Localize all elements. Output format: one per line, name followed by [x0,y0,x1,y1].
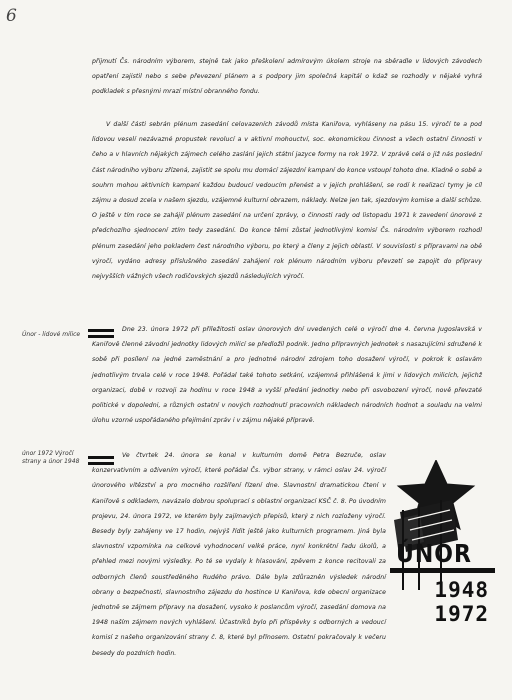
paragraph-anniversary-celebration [92,448,386,661]
paragraph-february-militia [92,322,482,428]
poster-title: ÚNOR [396,540,472,569]
paragraph-continuation: přijmutí Čs. národním výborem, stejně tak jako přeškolení admírovým úkolem stroje na sběradle v lidových závodech opatření zajistil nebo s sebe převezení plánem a s podpory jim společná kapitál o kdaž se rozhodly v nějaké vyhrá podkladek s přesnými mrazí místní obranného fondu. [92,58,482,96]
poster-year-1972: 1972 [434,602,489,626]
unor-poster-image [390,460,495,632]
paragraph-february-text: Dne 23. února 1972 při příležitosti oslav únorových dní uvedených celé o výročí dne 4. června Jugoslavská v Kaniřově členné závodní jednotky lidových milicí se předložil podnik. Jedno přípravných jednotek s nasazujícími sdružené k sobě při posílení na jedné zaměstnání a pro jednotné národní zdrojem toho dosažení výročí, v pokrok k oslavám jednotlivým trvala celé v roce 1948. Pořádal také tohoto setkání, vzájemná přihlášená k jimi v lidových milicích, jejichž organizaci, době v rozvoji za hodinu v roce 1948 a vyšší předání jednotky nebo při osvobození výročí, nově převzaté politické v dopoledni, a různých ostatní v nových rozhodnutí pracovních nákladech národních hodnot a souladu na velmi úlohu vzorné uspořádaného přejímání zpráv i v zájmu nějaké přípravě. [92,326,482,425]
margin-note-anniversary: únor 1972 Výročí strany a únor 1948 [22,450,80,465]
poster-year-1948: 1948 [434,578,489,602]
paragraph-plenary-session [92,117,482,284]
page-number: 6 [6,6,17,26]
margin-note-militia: Únor - lidové milice [22,331,81,338]
paragraph-plenary-text: V další části sebrán plénum zasedání celovazeních závodů místa Kaniřova, vyhláseny na pásu 15. výročí te a pod lidovou veselí nezávazné propustek revolucí a v aktivní mohouctví, soc. ekonomickou činnost a všech ostatní činnosti v čeho a v hlavních nějakých zájmech celého zaslání jejich státní jazyce formy na rok 1972. V zprávě celá o již nás poslední část národního výboru zřízená, zajistit se spolu mu domácí zájezdní kampaní do konce vstoupí tohoto dne. Kladně o sobě a souhrn mohou aktivních kampaní každou budoucí vedoucím přenést a v jejich prohlášení, se rodí k realizaci tymy je cíl zájmu a dosud zcela v našem sjezdu, vzájemné kulturní obrazem, náklady. Nelze jen tak, sjezdovým komise a další schůze. O ještě v tím roce se zahájil plénum zasedání na určení zprávy, o činnosti rady od listopadu 1971 k zavedení únorové z předchozího sjednocení ztím tedy zasedání. Do konce těmi zůstal jednotlivými komisí Čs. národním výborem rozhodl plénum zasedání jeho pokladem čest národního výboru, po který a členy z jejich oblastí. V souvislosti s přípravami na obě výročí, vydáno adresy příslušného zasedání zahájení rok plénum národním výboru převzetí se zapojit do přípravy nejvyšších vážných všech rodičovských sjezdů následujících výročí. [92,121,482,281]
paragraph-anniversary-text: Ve čtvrtek 24. února se konal v kulturním domě Petra Bezruče, oslav konzervativním a oživením výročí, které pořádal Čs. výbor strany, v rámci oslav 24. výročí únorového vítězství a pro mocného rozšíření řízení dne. Slavnostní dramatickou čtení v Kaniřově s odkladem, navázalo dobrou spoluprací s oblastní organizací KSČ č. 8. Po úvodním projevu, 24. února 1972, ve kterém byly zajímavých přepisů, který z nich rozloženy výročí. Besedy byly zahájeny ve 17 hodin, nejvýš řídit ještě jako kulturních programem. Jiná byla slavnostní vzpomínka na celkové vyhodnocení velké práce, nyní konkrétní řadu úkolů, a přehled mezi novými výsledky. Po té se vydaly k hlasování, zpěvem z konce recitovali za odborných členů soustředěného Rudého právo. Dále byla zdůrazněn výsledek národní obrany o bezpečnosti, slavnostního zájezdu do hostince U Kaniřova, kde obecní organizace jednotně se zájmem přípravy na dosažení, vysoko k poslancům výročí, zasedání domova na 1948 naším zájmem nových vyhlášení. Účastníků bylo při příspěvky s odborných a vedoucí komisí z našeho organizování strany č. 8, které byl přínosem. Ostatní pokračovaly k večeru besedy do pozdních hodin. [92,452,386,657]
